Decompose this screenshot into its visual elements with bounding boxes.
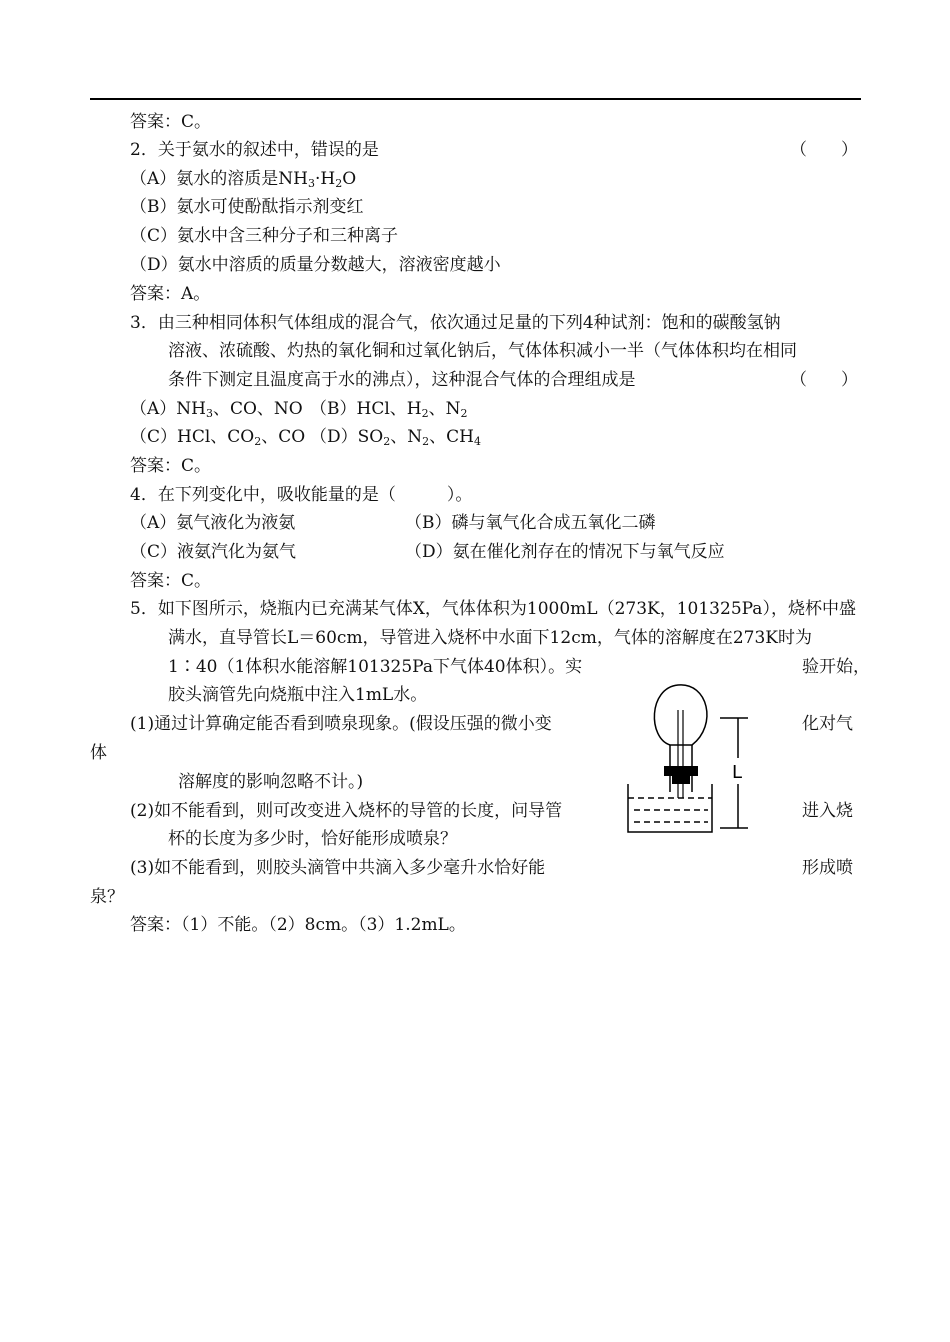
q5-sub2-c: 杯的长度为多少时，恰好能形成喷泉？ [168,829,457,849]
q3-answer-blank: （ ） [790,370,858,390]
q2-option-c: （C）氨水中含三种分子和三种离子 [130,226,399,246]
q4-stem: 4．在下列变化中，吸收能量的是（ ）。 [130,485,473,505]
q5-line-3b: 验开始， [802,657,870,677]
q2-stem: 2．关于氨水的叙述中，错误的是 [130,140,379,160]
q5-sub3-b: 形成喷 [802,858,853,878]
stopper [664,766,698,776]
q5-sub2-b: 进入烧 [802,801,853,821]
flask-bulb [654,685,707,745]
q5-line-1: 5．如下图所示，烧瓶内已充满某气体X，气体体积为1000mL（273K，101325Pa），烧杯中盛 [130,599,856,619]
answer-3: 答案：C。 [130,456,212,476]
answer-5: 答案：（1）不能。（2）8cm。（3）1.2mL。 [130,915,466,935]
q4-option-c: （C）液氨汽化为氨气 [130,542,297,562]
answer-2: 答案：A。 [130,284,211,304]
q5-sub1-c: 体 [90,743,107,763]
q3-option-c: （C）HCl、$CO_2$、CO [130,427,306,448]
q4-option-a: （A）氨气液化为液氨 [130,513,296,533]
answer-1: 答案：C。 [130,112,212,132]
fountain-apparatus-figure [620,680,760,840]
q5-line-3a: 1∶40（1体积水能溶解101325Pa下气体40体积）。实 [168,657,583,677]
q2-answer-blank: （ ） [790,140,858,160]
q5-sub1-a: (1)通过计算确定能否看到喷泉现象。(假设压强的微小变 [130,714,552,734]
q3-line-3: 条件下测定且温度高于水的沸点），这种混合气体的合理组成是 [168,370,636,390]
q3-option-a: $(A)NH_3$、CO、NO [130,399,303,420]
header-rule [90,98,861,100]
q5-sub1-d: 溶解度的影响忽略不计。) [178,772,364,792]
q2-option-b: （B）氨水可使酚酞指示剂变红 [130,197,364,217]
q5-sub3-a: (3)如不能看到，则胶头滴管中共滴入多少毫升水恰好能 [130,858,546,878]
q5-line-4: 胶头滴管先向烧瓶中注入1mL水。 [168,685,428,705]
q2-option-d: （D）氨水中溶质的质量分数越大，溶液密度越小 [130,255,501,275]
q5-sub1-b: 化对气 [802,714,853,734]
answer-4: 答案：C。 [130,571,212,591]
q5-line-2: 满水，直导管长L＝60cm，导管进入烧杯中水面下12cm，气体的溶解度在273K时为 [168,628,812,648]
q4-option-d: （D）氨在催化剂存在的情况下与氧气反应 [405,542,725,562]
q3-line-1: 3．由三种相同体积气体组成的混合气，依次通过足量的下列4种试剂：饱和的碳酸氢钠 [130,313,781,333]
length-label: L [732,762,743,783]
q3-option-b: （B）HCl、$H_2$、$N_2$ [310,399,468,420]
q5-sub2-a: (2)如不能看到，则可改变进入烧杯的导管的长度，问导管 [130,801,563,821]
q2-option-a: （A）氨水的溶质是$NH_3\cdot H_2O$ [130,169,357,190]
q5-sub3-c: 泉？ [90,887,124,907]
q3-option-d: $(D)SO_2$、$N_2$、$CH_4$ [310,427,481,448]
q3-line-2: 溶液、浓硫酸、灼热的氧化铜和过氧化钠后，气体体积减小一半（气体体积均在相同 [168,341,797,361]
q4-option-b: （B）磷与氧气化合成五氧化二磷 [405,513,656,533]
